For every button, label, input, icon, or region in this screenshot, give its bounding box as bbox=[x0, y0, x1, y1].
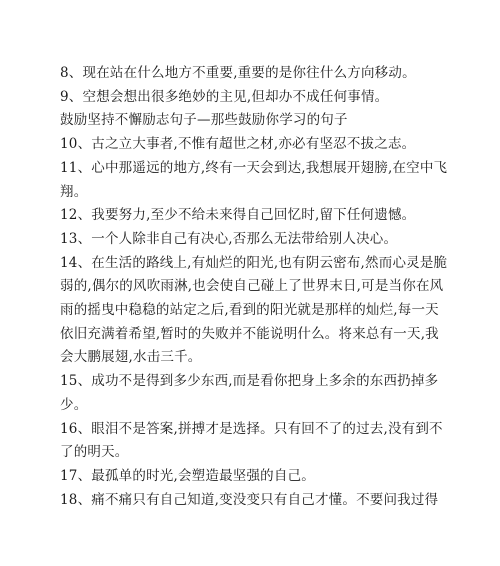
quote-16: 16、眼泪不是答案,拼搏才是选择。只有回不了的过去,没有到不了的明天。 bbox=[60, 420, 443, 461]
quote-11: 11、心中那遥远的地方,终有一天会到达,我想展开翅膀,在空中飞翔。 bbox=[60, 159, 448, 200]
quote-18: 18、痛不痛只有自己知道,变没变只有自己才懂。不要问我过得 bbox=[60, 491, 439, 508]
quote-9: 9、空想会想出很多绝妙的主见,但却办不成任何事情。 bbox=[60, 88, 389, 105]
quote-13: 13、一个人除非自己有决心,否那么无法带给别人决心。 bbox=[60, 230, 398, 247]
quote-10: 10、古之立大事者,不惟有超世之材,亦必有坚忍不拔之志。 bbox=[60, 136, 416, 153]
document-body bbox=[60, 62, 448, 512]
section-heading: 鼓励坚持不懈励志句子—那些鼓励你学习的句子 bbox=[60, 112, 348, 129]
quote-17: 17、最孤单的时光,会塑造最坚强的自己。 bbox=[60, 467, 315, 484]
quote-14: 14、在生活的路线上,有灿烂的阳光,也有阴云密布,然而心灵是脆弱的,偶尔的风吹雨淋,也会使自己碰上了世界末日,可是当你在风雨的摇曳中稳稳的站定之后,看到的阳光就是那样的灿烂,每一天依旧充满着希望,暂时的失败并不能说明什么。将来总有一天,我会大鹏展翅,水击三千。 bbox=[60, 254, 448, 366]
quote-8: 8、现在站在什么地方不重要,重要的是你往什么方向移动。 bbox=[60, 65, 416, 81]
quote-15: 15、成功不是得到多少东西,而是看你把身上多余的东西扔掉多少。 bbox=[60, 373, 439, 413]
quote-12: 12、我要努力,至少不给未来得自己回忆时,留下任何遗憾。 bbox=[60, 207, 416, 224]
